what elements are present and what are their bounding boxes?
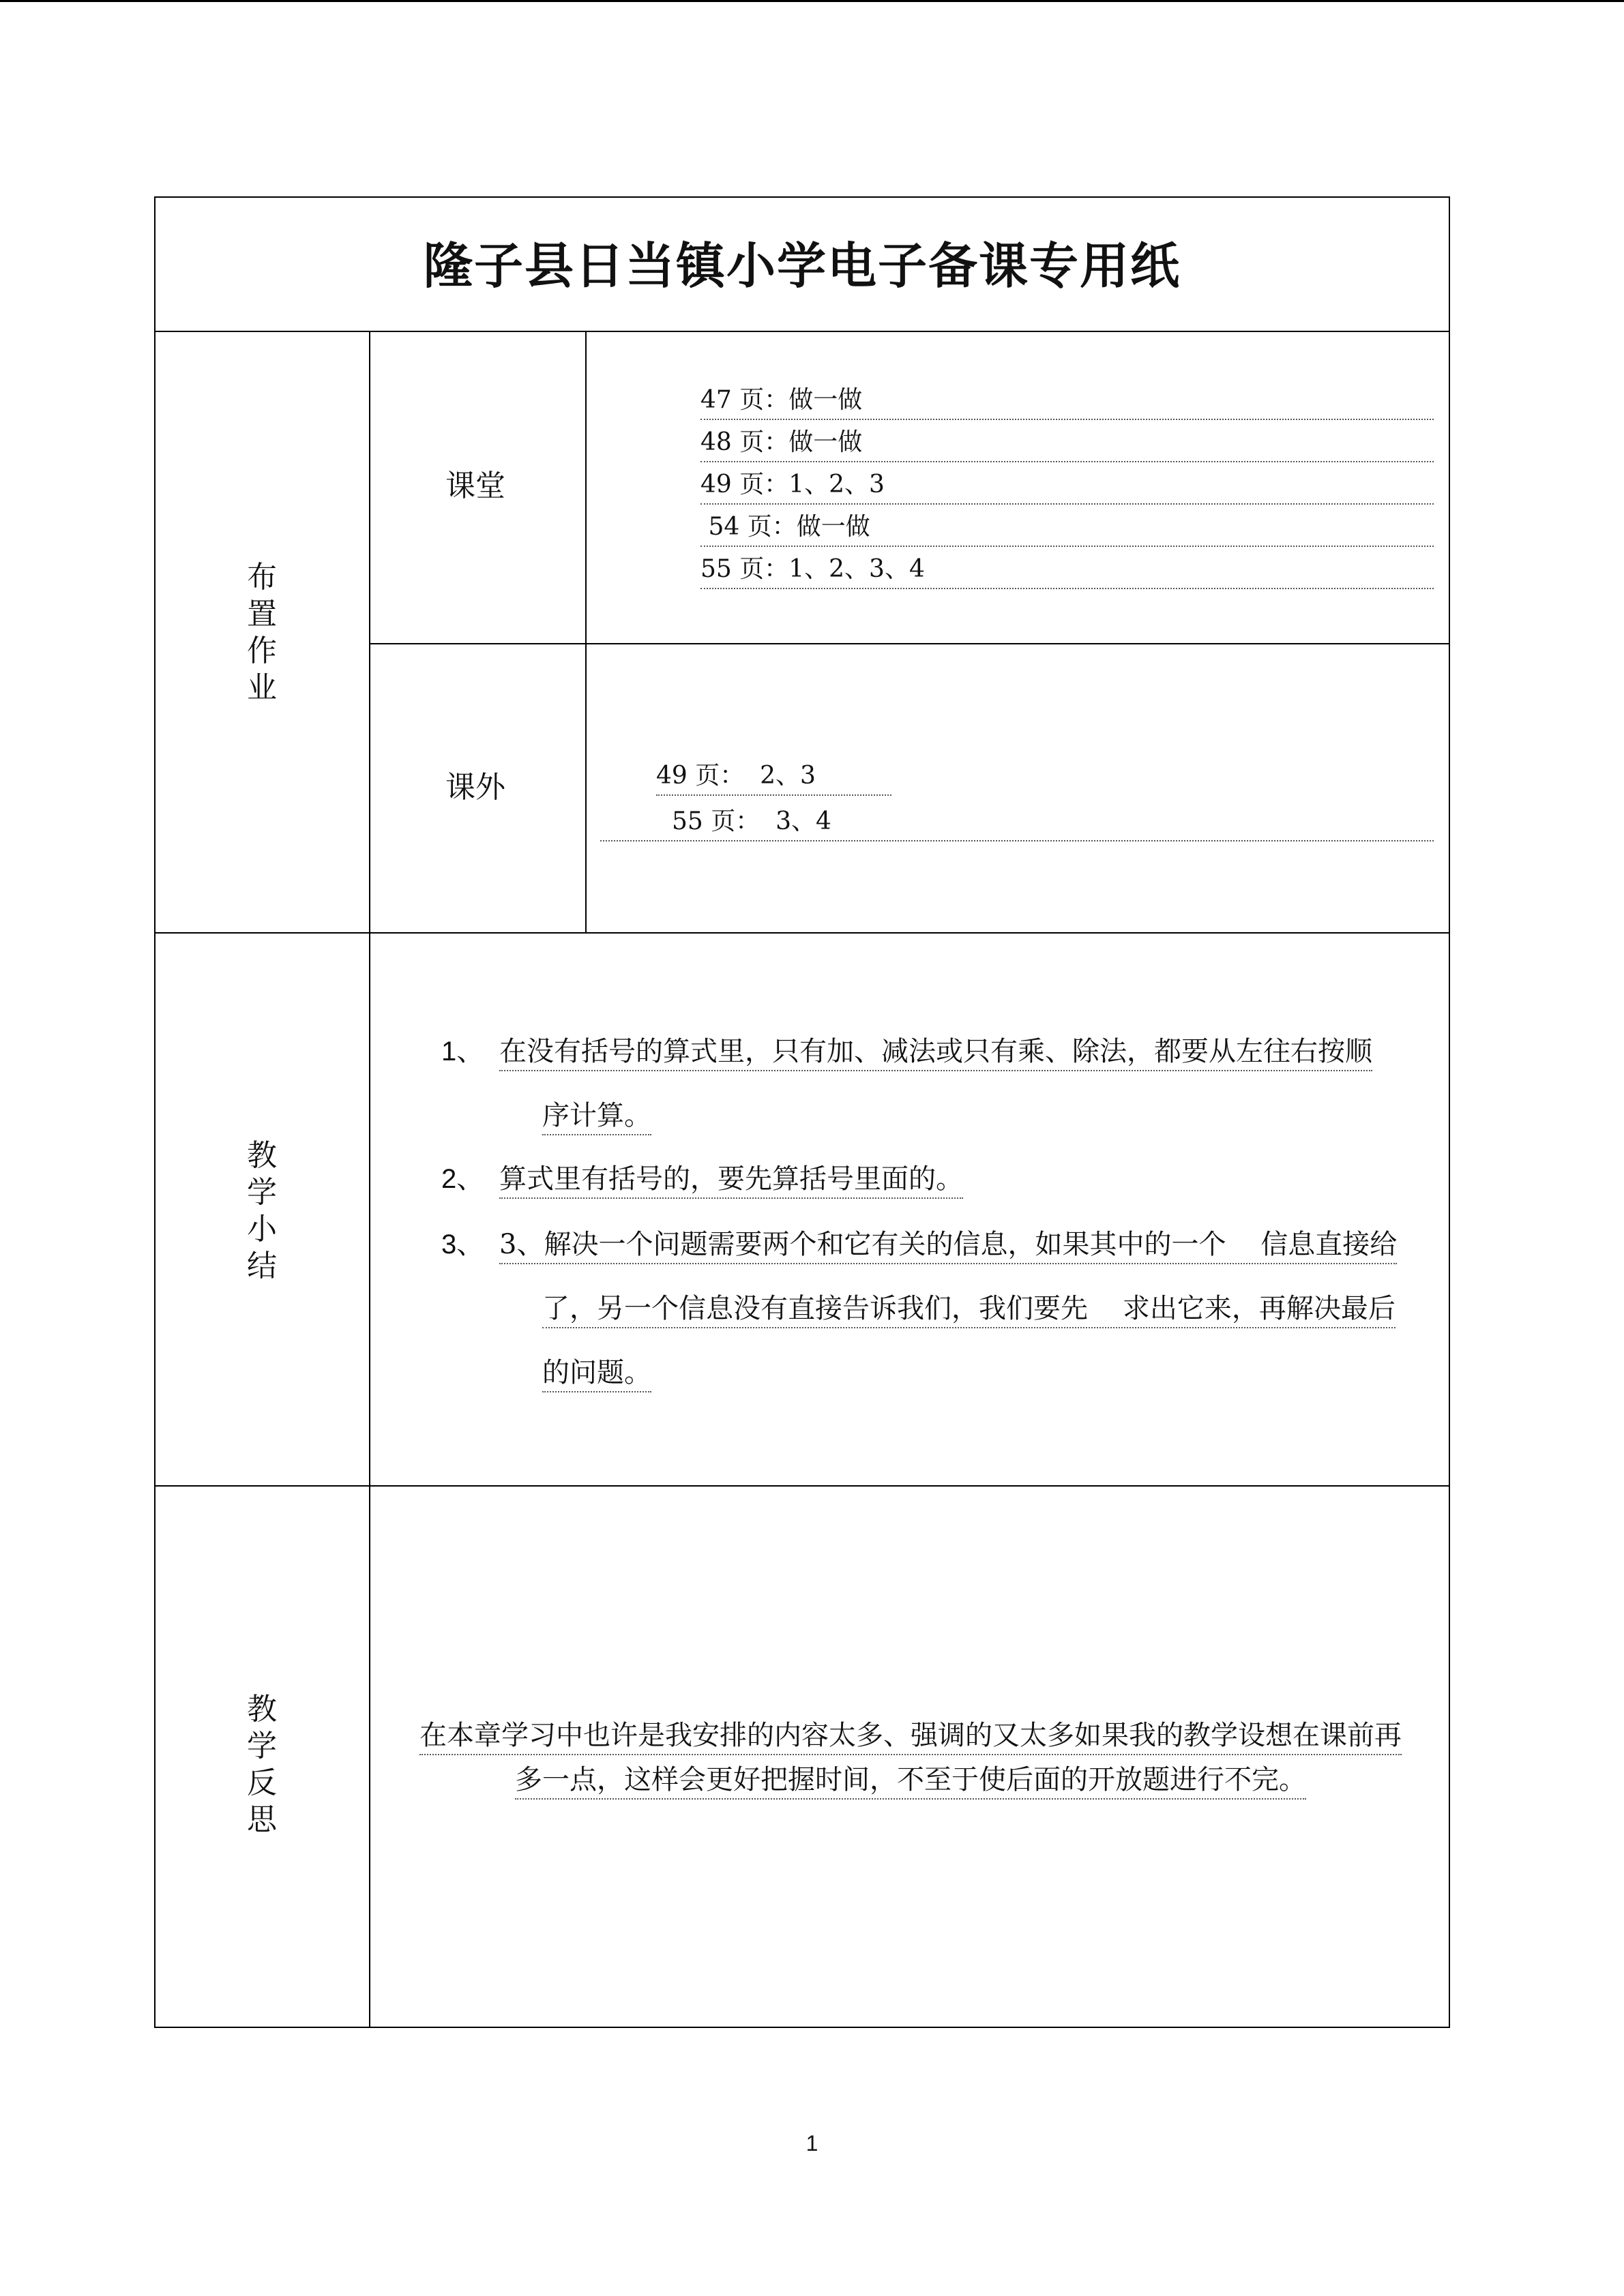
summary-line: 在没有括号的算式里，只有加、减法或只有乘、除法，都要从左往右按顺	[499, 1032, 1372, 1071]
homework-label: 布 置 作 业	[247, 560, 277, 705]
classroom-item: 47 页：做一做	[700, 383, 1434, 420]
classroom-item: 48 页：做一做	[700, 426, 1434, 462]
top-border	[0, 0, 1624, 2]
summary-label: 教 学 小 结	[247, 1138, 277, 1283]
reflection-line: 多一点，这样会更好把握时间，不至于使后面的开放题进行不完。	[382, 1759, 1439, 1801]
summary-line: 算式里有括号的，要先算括号里面的。	[499, 1160, 963, 1198]
page-title: 隆子县日当镇小学电子备课专用纸	[423, 237, 1181, 295]
summary-number: 3、	[441, 1229, 484, 1259]
table-rule	[585, 331, 587, 932]
outside-item: 49 页： 2、3	[656, 759, 891, 796]
table-rule	[154, 331, 1450, 332]
classroom-item: 55 页：1、2、3、4	[700, 552, 1434, 589]
table-rule	[154, 1485, 1450, 1487]
page-number: 1	[806, 2131, 818, 2156]
table-rule	[370, 643, 1450, 644]
reflection-label: 教 学 反 思	[247, 1692, 277, 1837]
outside-label: 课外	[445, 770, 505, 805]
summary-line: 序计算。	[542, 1097, 651, 1135]
outside-item: 55 页： 3、4	[600, 805, 1434, 841]
classroom-label: 课堂	[445, 468, 505, 503]
classroom-item: 54 页：做一做	[700, 510, 1434, 547]
classroom-item: 49 页：1、2、3	[700, 468, 1434, 505]
reflection-line: 在本章学习中也许是我安排的内容太多、强调的又太多如果我的教学设想在课前再	[382, 1714, 1439, 1757]
summary-line: 3、解决一个问题需要两个和它有关的信息，如果其中的一个 信息直接给	[499, 1225, 1397, 1264]
table-rule	[154, 932, 1450, 934]
summary-line: 了，另一个信息没有直接告诉我们，我们要先 求出它来，再解决最后	[542, 1289, 1396, 1328]
summary-number: 2、	[441, 1164, 484, 1194]
summary-line: 的问题。	[542, 1354, 651, 1392]
summary-number: 1、	[441, 1037, 484, 1067]
table-rule	[369, 331, 370, 2028]
